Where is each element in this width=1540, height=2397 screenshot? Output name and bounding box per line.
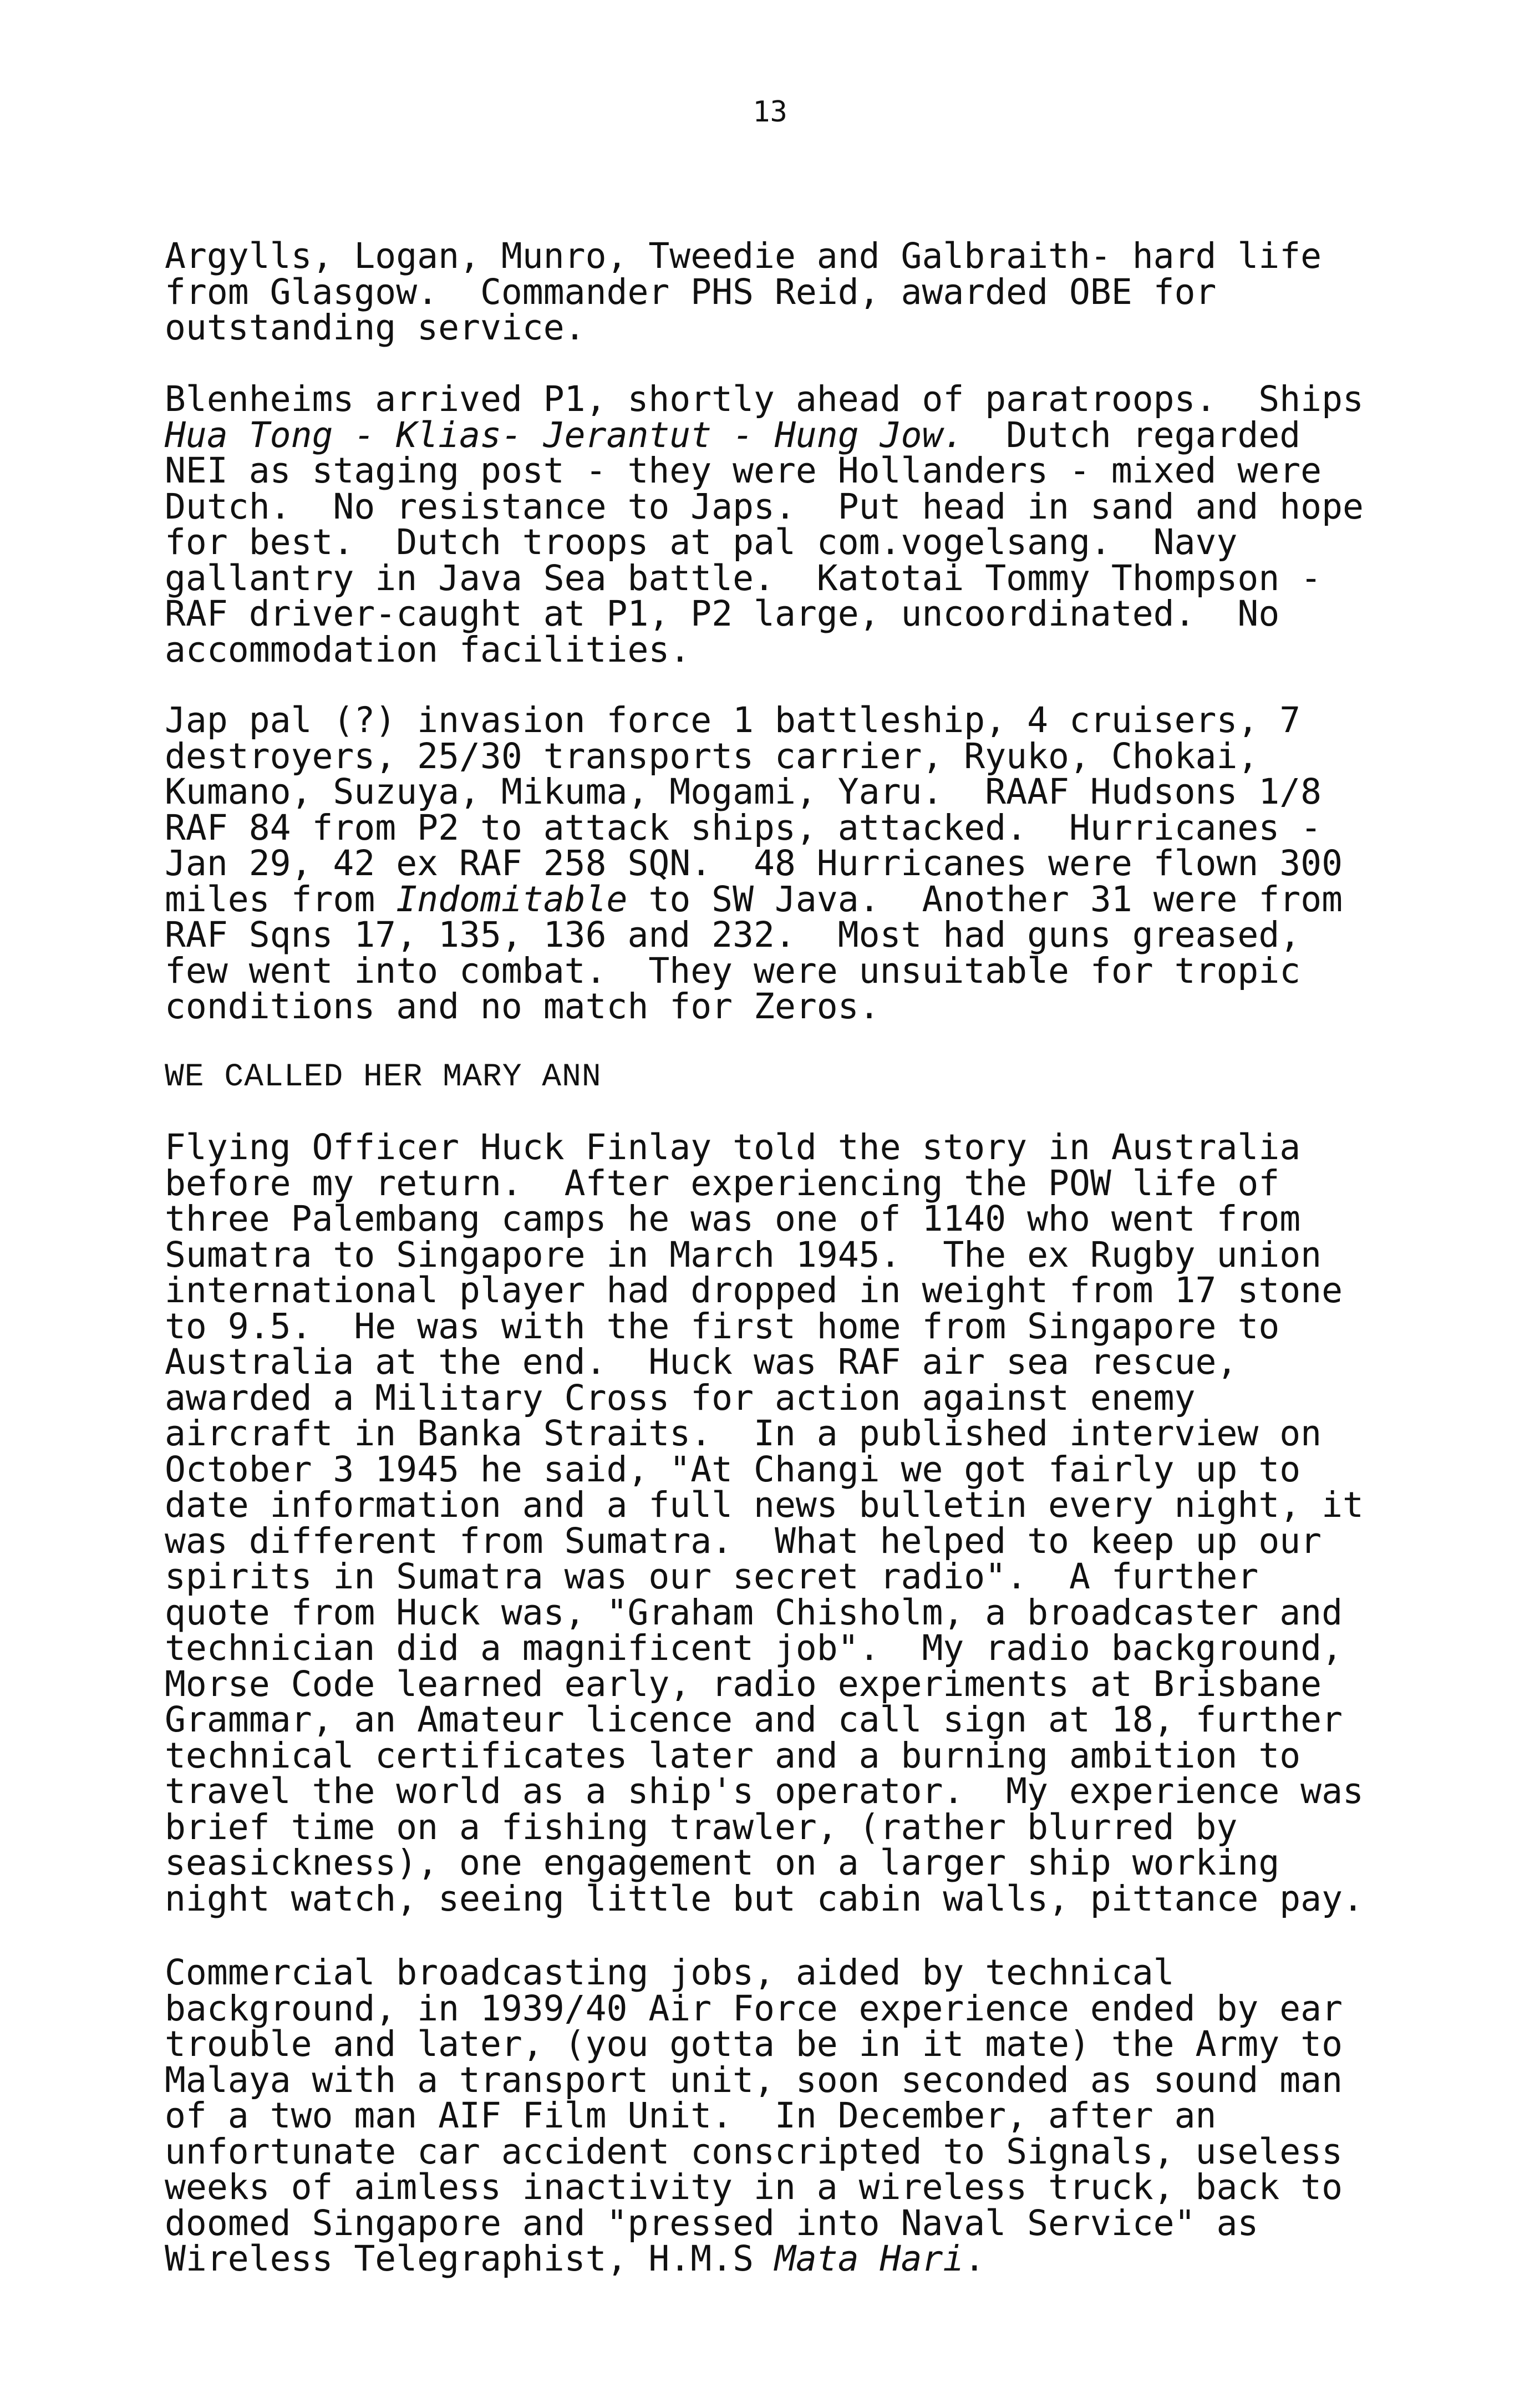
text-line: brief time on a fishing trawler, (rather blurred by: [165, 1806, 1238, 1847]
section-heading: WE CALLED HER MARY ANN: [165, 1059, 602, 1095]
text-line: RAF Sqns 17, 135, 136 and 232. Most had guns greased,: [165, 915, 1301, 955]
paragraph-argylls: [165, 238, 1440, 346]
text-line: Sumatra to Singapore in March 1945. The ex Rugby union: [165, 1234, 1322, 1275]
text-line: before my return. After experiencing the POW life of: [165, 1162, 1280, 1203]
text-line: outstanding service.: [165, 307, 586, 348]
text-line: destroyers, 25/30 transports carrier, Ryuko, Chokai,: [165, 735, 1259, 776]
text-line: quote from Huck was, "Graham Chisholm, a broadcaster and: [165, 1592, 1343, 1633]
text-fragment: .: [964, 2238, 985, 2279]
text-line: trouble and later, (you gotta be in it mate) the Army to: [165, 2024, 1343, 2064]
text-fragment: to SW Java. Another 31 were from: [627, 878, 1343, 920]
text-line: awarded a Military Cross for action against enemy: [165, 1377, 1196, 1418]
text-line: Jap pal (?) invasion force 1 battleship, 4 cruisers, 7: [165, 700, 1301, 740]
text-line: international player had dropped in weight from 17 stone: [165, 1270, 1343, 1311]
text-line: aircraft in Banka Straits. In a published interview on: [165, 1413, 1322, 1454]
text-line: technical certificates later and a burning ambition to: [165, 1735, 1301, 1776]
text-line: October 3 1945 he said, "At Changi we got fairly up to: [165, 1449, 1301, 1490]
text-line: background, in 1939/40 Air Force experience ended by ear: [165, 1988, 1343, 2029]
page-number: 13: [753, 95, 787, 129]
text-line: RAF 84 from P2 to attack ships, attacked. Hurricanes -: [165, 807, 1322, 848]
text-line: of a two man AIF Film Unit. In December, after an: [165, 2095, 1217, 2136]
text-line: Flying Officer Huck Finlay told the story in Australia: [165, 1127, 1301, 1167]
ship-names-italic: Hua Tong - Klias- Jerantut - Hung Jow.: [165, 414, 964, 455]
paragraph-huck-finlay: [165, 1127, 1440, 1919]
text-line: Argylls, Logan, Munro, Tweedie and Galbraith- hard life: [165, 236, 1322, 276]
text-line: gallantry in Java Sea battle. Katotai Tommy Thompson -: [165, 557, 1322, 598]
text-fragment: miles from: [165, 878, 397, 920]
text-line: few went into combat. They were unsuitable for tropic: [165, 950, 1301, 991]
ship-name-italic: Indomitable: [396, 878, 628, 920]
text-line: from Glasgow. Commander PHS Reid, awarded OBE for: [165, 271, 1217, 312]
text-line: date information and a full news bulletin every night, it: [165, 1485, 1364, 1525]
text-line: Dutch. No resistance to Japs. Put head in sand and hope: [165, 486, 1364, 527]
text-fragment: Dutch regarded: [964, 414, 1301, 455]
text-line: unfortunate car accident conscripted to Signals, useless: [165, 2131, 1343, 2172]
text-line: Kumano, Suzuya, Mikuma, Mogami, Yaru. RAAF Hudsons 1/8: [165, 771, 1322, 812]
text-line: for best. Dutch troops at pal com.vogelsang. Navy: [165, 522, 1238, 562]
text-line: three Palembang camps he was one of 1140 who went from: [165, 1198, 1301, 1239]
text-line: seasickness), one engagement on a larger ship working: [165, 1842, 1280, 1883]
text-line: conditions and no match for Zeros.: [165, 986, 880, 1027]
text-line: Australia at the end. Huck was RAF air sea rescue,: [165, 1342, 1238, 1382]
text-line: Morse Code learned early, radio experiments at Brisbane: [165, 1663, 1322, 1704]
paragraph-blenheims: [165, 379, 1440, 670]
text-line: weeks of aimless inactivity in a wireless truck, back to: [165, 2167, 1343, 2207]
ship-name-italic: Mata Hari: [774, 2238, 964, 2279]
text-line: accommodation facilities.: [165, 629, 691, 670]
paragraph-commercial-broadcasting: [165, 1952, 1440, 2279]
text-line: Malaya with a transport unit, soon seconded as sound man: [165, 2059, 1343, 2100]
text-line: NEI as staging post - they were Hollanders - mixed were: [165, 450, 1322, 491]
paragraph-invasion-force: [165, 700, 1440, 1027]
text-line: night watch, seeing little but cabin walls, pittance pay.: [165, 1878, 1364, 1919]
text-line: RAF driver-caught at P1, P2 large, uncoordinated. No: [165, 593, 1280, 634]
text-line: spirits in Sumatra was our secret radio". A further: [165, 1556, 1259, 1597]
text-line: technician did a magnificent job". My radio background,: [165, 1628, 1343, 1668]
text-line: travel the world as a ship's operator. My experience was: [165, 1771, 1364, 1811]
text-line: was different from Sumatra. What helped to keep up our: [165, 1520, 1322, 1561]
text-line: doomed Singapore and "pressed into Naval Service" as: [165, 2202, 1259, 2243]
text-line: Commercial broadcasting jobs, aided by technical: [165, 1952, 1175, 1993]
text-line: Jan 29, 42 ex RAF 258 SQN. 48 Hurricanes were flown 300: [165, 843, 1343, 883]
text-fragment: Wireless Telegraphist, H.M.S: [165, 2238, 775, 2279]
text-line: Grammar, an Amateur licence and call sign at 18, further: [165, 1699, 1343, 1740]
text-line: Blenheims arrived P1, shortly ahead of paratroops. Ships: [165, 379, 1364, 419]
text-line: to 9.5. He was with the first home from Singapore to: [165, 1306, 1280, 1347]
